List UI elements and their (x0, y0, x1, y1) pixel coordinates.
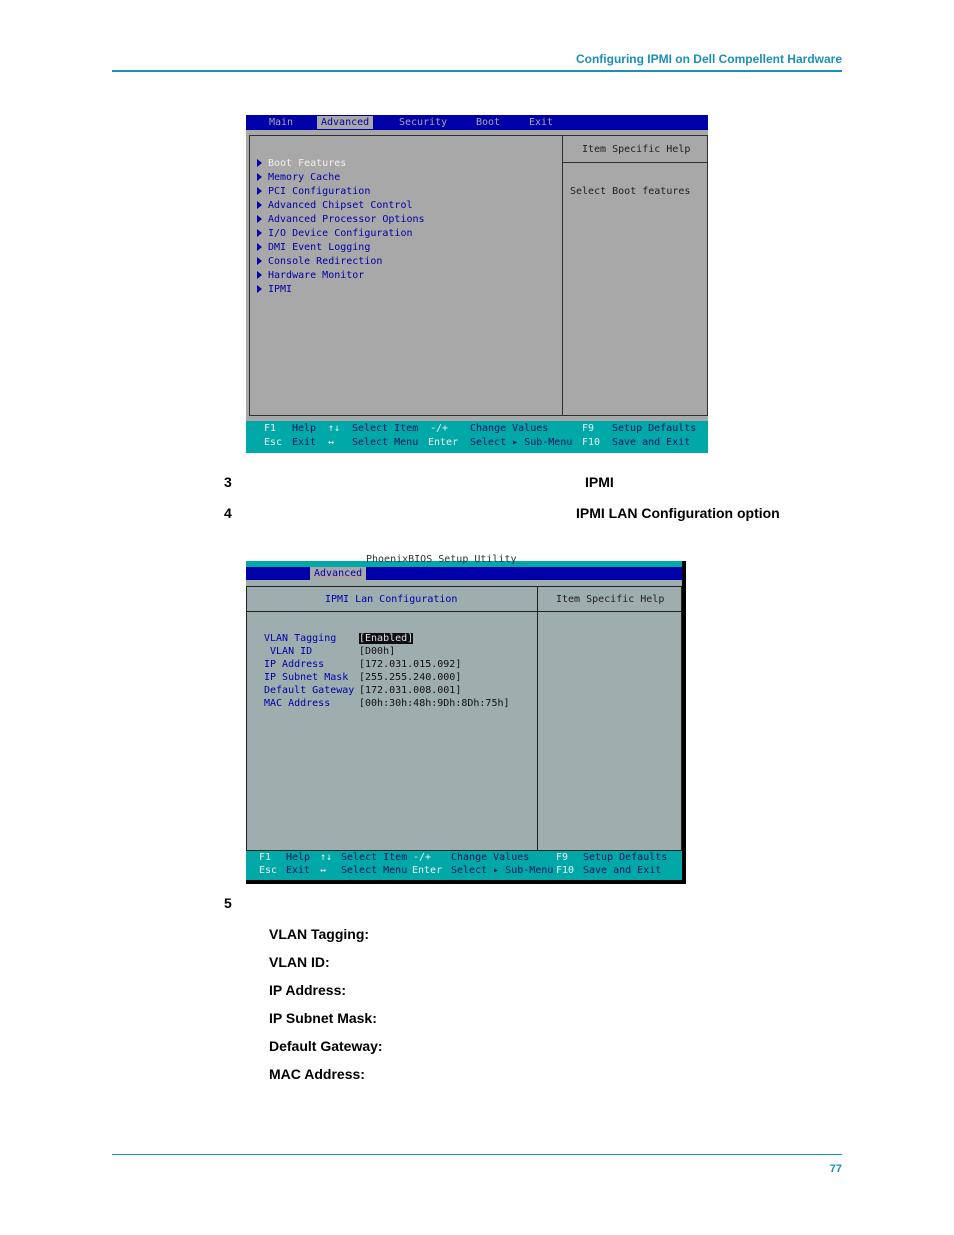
submenu-arrow-icon (257, 285, 262, 293)
key-left-right: ↔ (328, 437, 335, 448)
submenu-arrow-icon (257, 215, 262, 223)
bios-item-console-redirection[interactable]: Console Redirection (257, 256, 382, 267)
footer-rule (112, 1154, 842, 1155)
field-label-mac-address: MAC Address (264, 698, 331, 709)
field-label-vlan-id: VLAN ID (264, 646, 313, 657)
bios-item-io-device-configuration[interactable]: I/O Device Configuration (257, 228, 413, 239)
key-up-down: ↑↓ (328, 423, 341, 434)
key-minus-plus: -/+ (413, 852, 432, 863)
field-label-ip-address: IP Address (264, 659, 325, 670)
bios-item-pci-configuration[interactable]: PCI Configuration (257, 186, 370, 197)
key-enter: Enter (428, 437, 459, 448)
submenu-arrow-icon (257, 159, 262, 167)
field-list-vlan-id: VLAN ID: (269, 954, 330, 970)
bios-help-pane (562, 135, 708, 416)
header-rule (112, 70, 842, 72)
bios-item-advanced-chipset-control[interactable]: Advanced Chipset Control (257, 200, 413, 211)
bios-item-ipmi[interactable]: IPMI (257, 284, 292, 295)
key-f9-desc: Setup Defaults (583, 852, 668, 863)
key-f9-desc: Setup Defaults (612, 423, 697, 434)
bios-item-hardware-monitor[interactable]: Hardware Monitor (257, 270, 364, 281)
bios-menu-advanced[interactable]: Advanced (317, 116, 373, 129)
key-f1: F1 (264, 423, 277, 434)
key-esc-desc: Exit (286, 865, 311, 876)
field-value-mac-address: [00h:30h:48h:9Dh:8Dh:75h] (359, 698, 510, 709)
step-5-number: 5 (224, 895, 232, 911)
bios-help-text: Select Boot features (570, 186, 691, 197)
bios-content (246, 130, 708, 421)
field-value-ip-subnet-mask[interactable]: [255.255.240.000] (359, 672, 462, 683)
key-left-right-desc: Select Menu (341, 865, 408, 876)
key-f1-desc: Help (286, 852, 311, 863)
bios-menu-advanced[interactable]: Advanced (310, 567, 366, 580)
key-minus-plus: -/+ (430, 423, 449, 434)
key-up-down: ↑↓ (320, 852, 333, 863)
submenu-arrow-icon (257, 257, 262, 265)
field-label-ip-subnet-mask: IP Subnet Mask (264, 672, 349, 683)
key-minus-plus-desc: Change Values (451, 852, 530, 863)
bios-help-title: Item Specific Help (556, 594, 665, 605)
bios-menu-exit[interactable]: Exit (529, 117, 554, 128)
running-header: Configuring IPMI on Dell Compellent Hardware (575, 52, 842, 66)
bios-menubar (246, 115, 708, 130)
key-left-right: ↔ (320, 865, 327, 876)
bios-ipmi-lan-screenshot (246, 554, 686, 884)
key-f9: F9 (556, 852, 569, 863)
bios-help-pane (537, 586, 682, 851)
key-f9: F9 (582, 423, 595, 434)
bios-panel-title: IPMI Lan Configuration (325, 594, 458, 605)
bios-content (246, 580, 682, 851)
field-list-mac-address: MAC Address: (269, 1066, 365, 1082)
key-f1: F1 (259, 852, 272, 863)
page-number: 77 (829, 1163, 842, 1175)
bios-menubar (246, 567, 682, 580)
key-up-down-desc: Select Item (352, 423, 419, 434)
bios-main-pane (246, 586, 538, 851)
submenu-arrow-icon (257, 187, 262, 195)
bios-menu-security[interactable]: Security (399, 117, 448, 128)
key-esc-desc: Exit (292, 437, 317, 448)
bios-advanced-screenshot (246, 115, 708, 453)
bios-item-memory-cache[interactable]: Memory Cache (257, 172, 340, 183)
step-4-number: 4 (224, 505, 232, 521)
bios-title-strip: PhoenixBIOS Setup Utility (246, 561, 682, 567)
field-value-default-gateway[interactable]: [172.031.008.001] (359, 685, 462, 696)
key-enter-desc: Select ▸ Sub-Menu (470, 437, 573, 448)
submenu-arrow-icon (257, 243, 262, 251)
key-enter: Enter (412, 865, 443, 876)
field-value-vlan-id[interactable]: [D00h] (359, 646, 396, 657)
bios-item-advanced-processor-options[interactable]: Advanced Processor Options (257, 214, 425, 225)
field-list-vlan-tagging: VLAN Tagging: (269, 926, 370, 942)
submenu-arrow-icon (257, 173, 262, 181)
key-minus-plus-desc: Change Values (470, 423, 549, 434)
bios-help-title: Item Specific Help (582, 144, 691, 155)
key-enter-desc: Select ▸ Sub-Menu (451, 865, 554, 876)
key-f10: F10 (582, 437, 601, 448)
key-esc: Esc (264, 437, 283, 448)
bios-key-legend (246, 421, 708, 453)
field-label-default-gateway: Default Gateway (264, 685, 355, 696)
key-f1-desc: Help (292, 423, 317, 434)
key-f10-desc: Save and Exit (583, 865, 662, 876)
bios-menu-main[interactable]: Main (269, 117, 294, 128)
key-left-right-desc: Select Menu (352, 437, 419, 448)
step-3-number: 3 (224, 474, 232, 490)
field-list-default-gateway: Default Gateway: (269, 1038, 383, 1054)
key-f10-desc: Save and Exit (612, 437, 691, 448)
submenu-arrow-icon (257, 201, 262, 209)
bios-item-dmi-event-logging[interactable]: DMI Event Logging (257, 242, 370, 253)
key-f10: F10 (556, 865, 575, 876)
step-3-text: IPMI (585, 474, 614, 490)
field-value-vlan-tagging[interactable]: [Enabled] (359, 633, 414, 644)
step-4-text: IPMI LAN Configuration option (576, 505, 780, 521)
field-label-vlan-tagging: VLAN Tagging (264, 633, 337, 644)
submenu-arrow-icon (257, 271, 262, 279)
bios-item-boot-features[interactable]: Boot Features (257, 158, 346, 169)
submenu-arrow-icon (257, 229, 262, 237)
key-up-down-desc: Select Item (341, 852, 408, 863)
field-value-ip-address[interactable]: [172.031.015.092] (359, 659, 462, 670)
key-esc: Esc (259, 865, 278, 876)
bios-menu-boot[interactable]: Boot (476, 117, 501, 128)
field-list-ip-address: IP Address: (269, 982, 347, 998)
bios-key-legend (246, 851, 682, 880)
field-list-ip-subnet-mask: IP Subnet Mask: (269, 1010, 377, 1026)
